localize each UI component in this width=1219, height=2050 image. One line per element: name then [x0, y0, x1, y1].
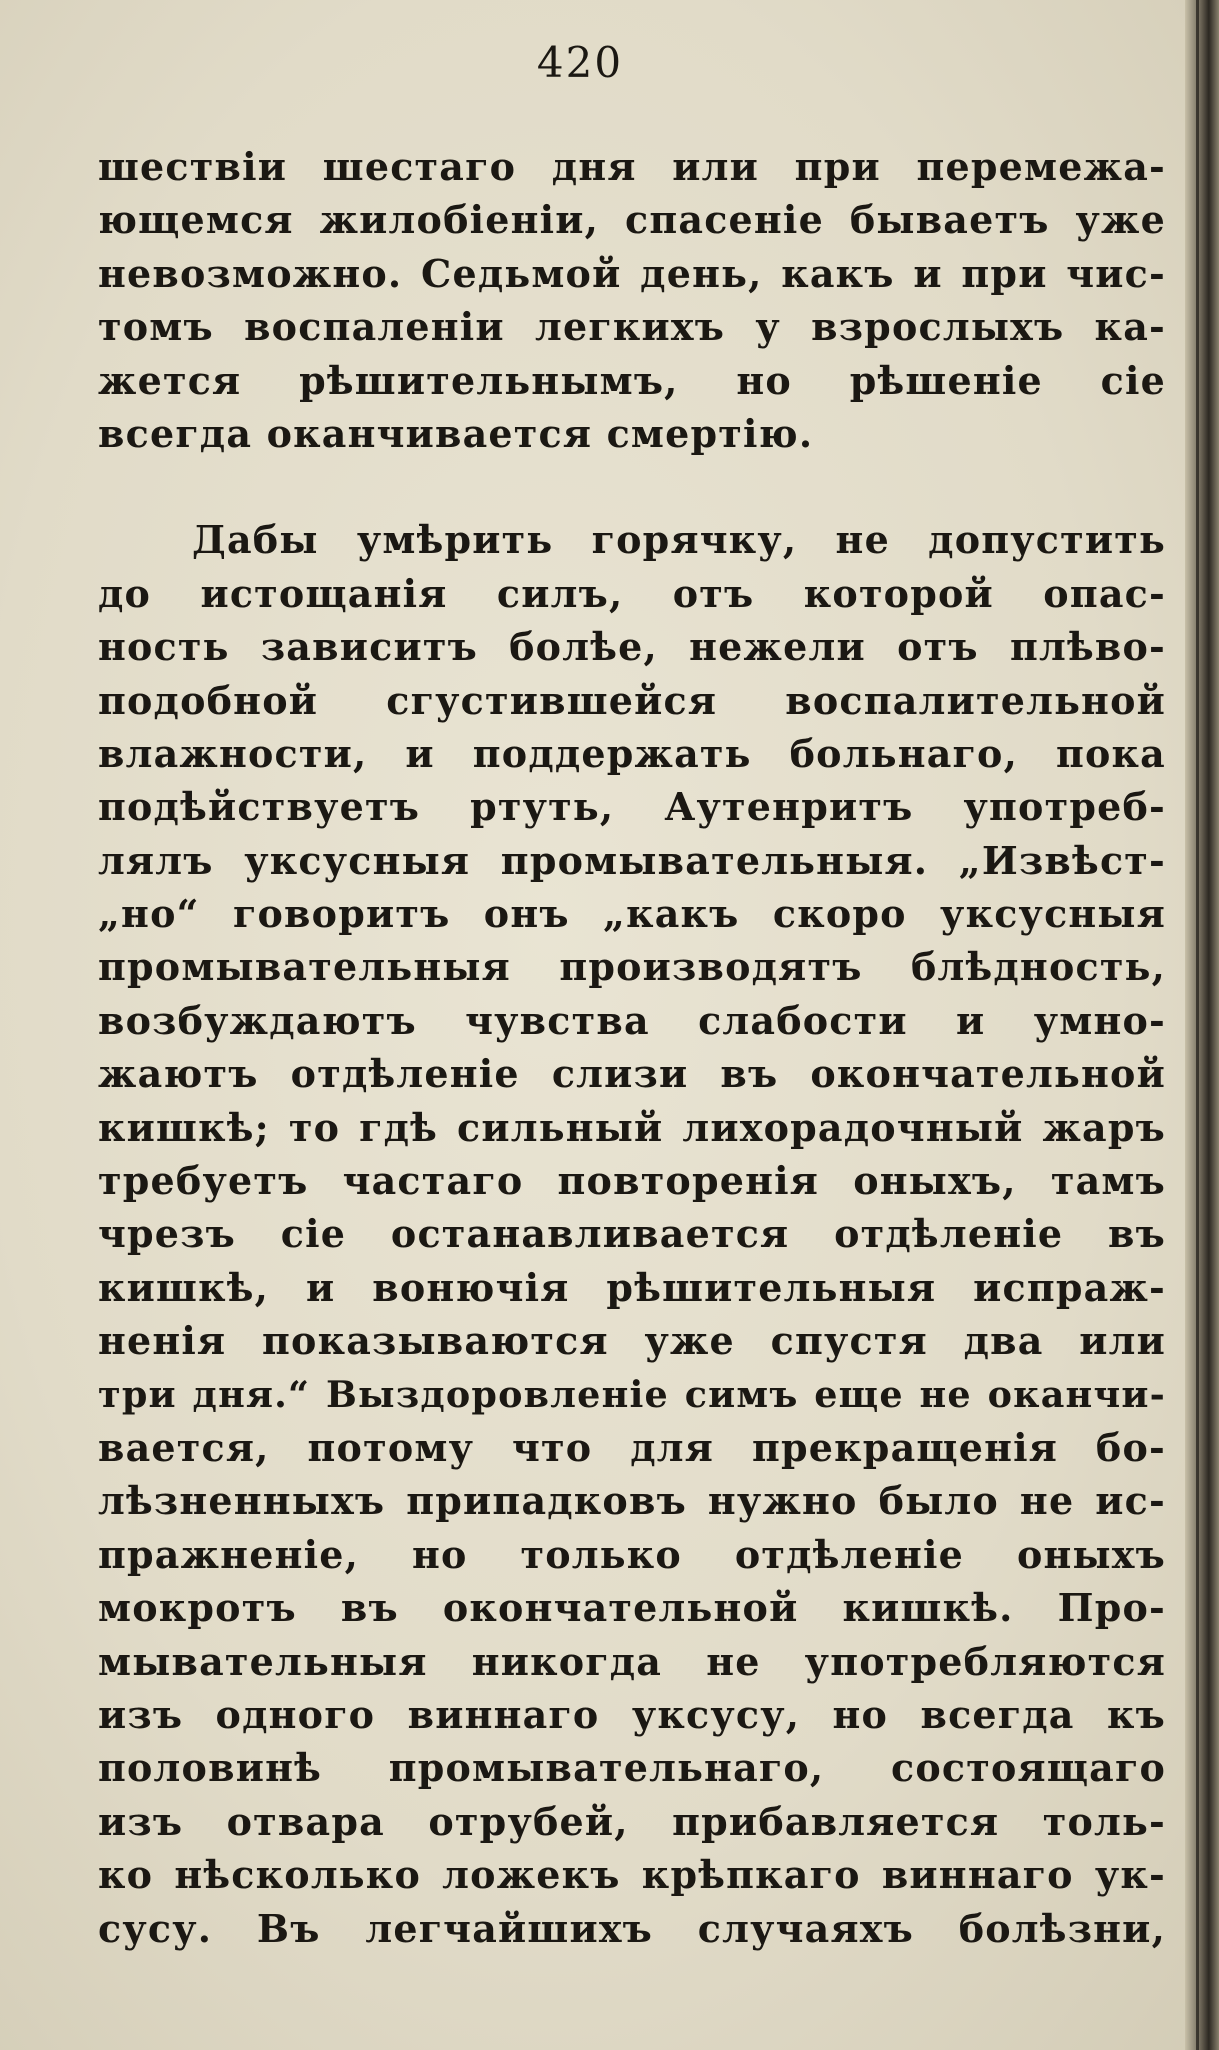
text-line: подѣйствуетъ ртуть, Аутенритъ употреб-: [98, 784, 1166, 830]
text-line: кишкѣ; то гдѣ сильный лихорадочный жаръ: [98, 1104, 1166, 1150]
book-spine-edge: [1196, 0, 1199, 2050]
paragraph-gap: [98, 460, 1166, 513]
text-line: половинѣ промывательнаго, состоящаго: [98, 1745, 1166, 1791]
text-line: Дабы умѣрить горячку, не допустить: [192, 517, 1166, 563]
text-line: мокротъ въ окончательной кишкѣ. Про-: [98, 1585, 1166, 1631]
text-line: влажности, и поддержать больнаго, пока: [98, 730, 1166, 776]
body-text: [98, 140, 1166, 1955]
text-line: промывательныя производятъ блѣдность,: [98, 944, 1166, 990]
text-line: чрезъ сіе останавливается отдѣленіе въ: [98, 1211, 1166, 1257]
text-line: требуетъ частаго повторенія оныхъ, тамъ: [98, 1158, 1166, 1204]
text-line: невозможно. Седьмой день, какъ и при чис-: [98, 250, 1166, 296]
text-line: шествіи шестаго дня или при перемежа-: [98, 144, 1166, 189]
text-line: три дня.“ Выздоровленіе симъ еще не оканчи-: [98, 1372, 1166, 1416]
text-line: жется рѣшительнымъ, но рѣшеніе сіе: [98, 357, 1166, 403]
text-line: пражненіе, но только отдѣленіе оныхъ: [98, 1531, 1166, 1577]
text-line: изъ одного виннаго уксусу, но всегда къ: [98, 1691, 1166, 1737]
paragraph-2: [98, 513, 1166, 1955]
paragraph-1: [98, 140, 1166, 460]
text-line: лялъ уксусныя промывательныя. „Извѣст-: [98, 837, 1166, 883]
page-number: 420: [536, 38, 624, 87]
text-line: мывательныя никогда не употребляются: [98, 1638, 1166, 1684]
text-line: ющемся жилобіеніи, спасеніе бываетъ уже: [98, 197, 1166, 243]
text-line: до истощанія силъ, отъ которой опас-: [98, 570, 1166, 616]
text-line: лѣзненныхъ припадковъ нужно было не ис-: [98, 1478, 1166, 1524]
text-line: ность зависитъ болѣе, нежели отъ плѣво-: [98, 624, 1166, 670]
text-line: томъ воспаленіи легкихъ у взрослыхъ ка-: [98, 304, 1166, 350]
text-line: сусу. Въ легчайшихъ случаяхъ болѣзни,: [98, 1905, 1166, 1951]
text-line: „но“ говоритъ онъ „какъ скоро уксусныя: [98, 891, 1166, 937]
text-line: изъ отвара отрубей, прибавляется толь-: [98, 1798, 1166, 1844]
text-line: кишкѣ, и вонючія рѣшительныя испраж-: [98, 1264, 1166, 1310]
text-line: ко нѣсколько ложекъ крѣпкаго виннаго ук-: [98, 1852, 1166, 1898]
text-line: ненія показываются уже спустя два или: [98, 1318, 1166, 1364]
book-gutter-shadow: [1185, 0, 1219, 2050]
text-line: жаютъ отдѣленіе слизи въ окончательной: [98, 1051, 1166, 1097]
text-line: подобной сгустившейся воспалительной: [98, 677, 1166, 723]
text-line: всегда оканчивается смертію.: [98, 410, 814, 456]
text-line: возбуждаютъ чувства слабости и умно-: [98, 997, 1166, 1043]
text-line: вается, потому что для прекращенія бо-: [98, 1424, 1166, 1470]
